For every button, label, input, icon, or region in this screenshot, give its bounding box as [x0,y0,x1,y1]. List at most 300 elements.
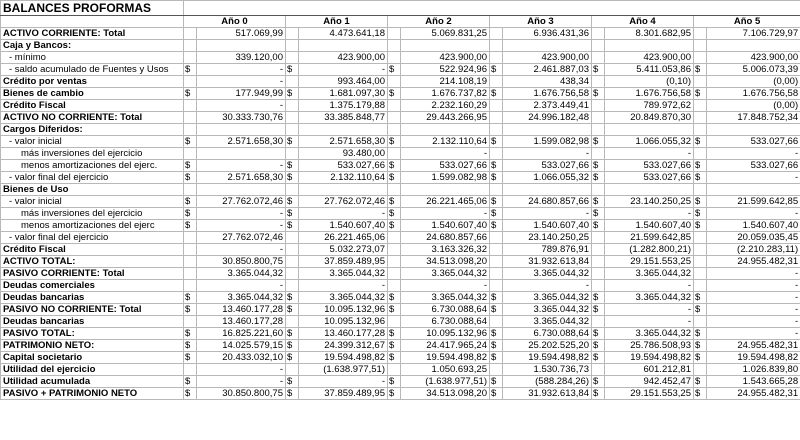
value-cell[interactable]: 3.365.044,32 [299,292,388,304]
currency-cell[interactable]: $ [286,160,299,172]
currency-cell[interactable] [388,232,401,244]
currency-cell[interactable]: $ [184,304,197,316]
value-cell[interactable]: 24.955.482,31 [707,256,800,268]
value-cell[interactable]: 942.452,47 [605,376,694,388]
value-cell[interactable]: 533.027,66 [605,160,694,172]
currency-cell[interactable]: $ [490,304,503,316]
value-cell[interactable] [197,148,286,160]
value-cell[interactable]: 1.066.055,32 [503,172,592,184]
row-label[interactable]: ACTIVO TOTAL: [1,256,184,268]
row-label[interactable]: Deudas comerciales [1,280,184,292]
value-cell[interactable]: (1.638.977,51) [401,376,490,388]
currency-cell[interactable] [490,232,503,244]
row-label[interactable]: - valor final del ejercicio [1,172,184,184]
currency-cell[interactable] [184,112,197,124]
value-cell[interactable]: 31.932.613,84 [503,388,592,400]
value-cell[interactable]: 3.365.044,32 [605,328,694,340]
currency-cell[interactable]: $ [184,220,197,232]
currency-cell[interactable] [490,364,503,376]
value-cell[interactable]: 14.025.579,15 [197,340,286,352]
value-cell[interactable]: 438,34 [503,76,592,88]
currency-cell[interactable]: $ [286,388,299,400]
currency-cell[interactable]: $ [388,196,401,208]
value-cell[interactable]: 5.006.073,39 [707,64,800,76]
currency-cell[interactable]: $ [592,376,605,388]
currency-cell[interactable] [592,256,605,268]
value-cell[interactable]: 8.301.682,95 [605,28,694,40]
value-cell[interactable]: 1.066.055,32 [605,136,694,148]
value-cell[interactable] [503,184,592,196]
currency-cell[interactable] [694,280,707,292]
currency-cell[interactable] [490,76,503,88]
value-cell[interactable]: 27.762.072,46 [197,232,286,244]
row-label[interactable]: Utilidad del ejercicio [1,364,184,376]
currency-cell[interactable] [490,124,503,136]
value-cell[interactable]: 19.594.498,82 [503,352,592,364]
currency-cell[interactable]: $ [694,388,707,400]
value-cell[interactable]: 601.212,81 [605,364,694,376]
currency-cell[interactable]: $ [184,196,197,208]
currency-cell[interactable] [388,184,401,196]
value-cell[interactable]: 423.900,00 [503,52,592,64]
year-header[interactable]: Año 4 [592,16,694,28]
value-cell[interactable]: (0,00) [707,100,800,112]
value-cell[interactable]: 533.027,66 [503,160,592,172]
currency-cell[interactable]: $ [286,328,299,340]
value-cell[interactable]: 423.900,00 [401,52,490,64]
value-cell[interactable]: 3.365.044,32 [401,292,490,304]
row-label[interactable]: - valor inicial [1,136,184,148]
value-cell[interactable]: 1.599.082,98 [503,136,592,148]
value-cell[interactable]: 2.571.658,30 [299,136,388,148]
value-cell[interactable]: 1.676.756,58 [707,88,800,100]
row-label[interactable]: PASIVO NO CORRIENTE: Total [1,304,184,316]
value-cell[interactable]: 1.540.607,40 [707,220,800,232]
value-cell[interactable]: 1.543.665,28 [707,376,800,388]
currency-cell[interactable] [184,184,197,196]
value-cell[interactable]: 2.461.887,03 [503,64,592,76]
value-cell[interactable]: (2.210.283,11) [707,244,800,256]
currency-cell[interactable] [388,100,401,112]
value-cell[interactable]: - [707,304,800,316]
row-label[interactable]: - mínimo [1,52,184,64]
value-cell[interactable]: (0,10) [605,76,694,88]
currency-cell[interactable]: $ [286,292,299,304]
currency-cell[interactable] [694,232,707,244]
currency-cell[interactable]: $ [694,376,707,388]
value-cell[interactable]: 26.221.465,06 [401,196,490,208]
currency-cell[interactable] [694,244,707,256]
currency-cell[interactable]: $ [694,340,707,352]
currency-cell[interactable] [694,40,707,52]
currency-cell[interactable] [286,76,299,88]
currency-cell[interactable] [388,268,401,280]
value-cell[interactable]: - [503,280,592,292]
value-cell[interactable]: 34.513.098,20 [401,256,490,268]
currency-cell[interactable] [592,100,605,112]
currency-cell[interactable] [694,100,707,112]
value-cell[interactable]: 20.059.035,45 [707,232,800,244]
value-cell[interactable]: 6.730.088,64 [401,304,490,316]
currency-cell[interactable] [184,148,197,160]
value-cell[interactable]: 31.932.613,84 [503,256,592,268]
value-cell[interactable]: 25.202.525,20 [503,340,592,352]
row-label[interactable]: ACTIVO NO CORRIENTE: Total [1,112,184,124]
currency-cell[interactable] [694,124,707,136]
year-header[interactable]: Año 0 [184,16,286,28]
value-cell[interactable]: 13.460.177,28 [197,316,286,328]
value-cell[interactable] [605,40,694,52]
value-cell[interactable]: 1.599.082,98 [401,172,490,184]
value-cell[interactable]: 24.955.482,31 [707,340,800,352]
value-cell[interactable]: 3.365.044,32 [605,268,694,280]
value-cell[interactable]: 3.365.044,32 [503,316,592,328]
currency-cell[interactable] [388,76,401,88]
currency-cell[interactable]: $ [592,196,605,208]
value-cell[interactable]: - [197,376,286,388]
currency-cell[interactable]: $ [592,220,605,232]
currency-cell[interactable]: $ [388,304,401,316]
currency-cell[interactable]: $ [184,352,197,364]
value-cell[interactable]: 2.571.658,30 [197,136,286,148]
value-cell[interactable]: 3.365.044,32 [503,304,592,316]
value-cell[interactable]: 3.365.044,32 [503,292,592,304]
value-cell[interactable]: - [707,328,800,340]
currency-cell[interactable] [490,112,503,124]
currency-cell[interactable]: $ [286,352,299,364]
currency-cell[interactable] [286,268,299,280]
currency-cell[interactable] [286,256,299,268]
currency-cell[interactable] [184,76,197,88]
currency-cell[interactable]: $ [592,172,605,184]
currency-cell[interactable]: $ [184,388,197,400]
currency-cell[interactable]: $ [490,388,503,400]
currency-cell[interactable]: $ [490,64,503,76]
currency-cell[interactable] [490,40,503,52]
currency-cell[interactable]: $ [184,292,197,304]
value-cell[interactable]: 1.026.839,80 [707,364,800,376]
currency-cell[interactable]: $ [388,88,401,100]
value-cell[interactable]: (0,00) [707,76,800,88]
row-label[interactable]: Capital societario [1,352,184,364]
value-cell[interactable] [605,184,694,196]
value-cell[interactable]: 533.027,66 [401,160,490,172]
currency-cell[interactable] [592,52,605,64]
currency-cell[interactable] [694,256,707,268]
currency-cell[interactable] [490,184,503,196]
value-cell[interactable] [299,40,388,52]
value-cell[interactable]: 19.594.498,82 [707,352,800,364]
title-row-spacer[interactable] [184,1,800,16]
row-label[interactable]: PASIVO + PATRIMONIO NETO [1,388,184,400]
value-cell[interactable] [401,40,490,52]
currency-cell[interactable] [592,124,605,136]
currency-cell[interactable]: $ [694,328,707,340]
currency-cell[interactable]: $ [184,340,197,352]
value-cell[interactable]: 1.676.756,58 [605,88,694,100]
value-cell[interactable]: (588.284,26) [503,376,592,388]
currency-cell[interactable] [592,112,605,124]
row-label[interactable]: menos amortizaciones del ejerc [1,220,184,232]
currency-cell[interactable]: $ [490,328,503,340]
currency-cell[interactable] [184,280,197,292]
currency-cell[interactable] [286,184,299,196]
value-cell[interactable] [401,124,490,136]
currency-cell[interactable] [286,124,299,136]
value-cell[interactable]: 19.594.498,82 [299,352,388,364]
currency-cell[interactable]: $ [592,352,605,364]
value-cell[interactable]: 3.365.044,32 [299,268,388,280]
currency-cell[interactable] [388,316,401,328]
currency-cell[interactable]: $ [286,208,299,220]
currency-cell[interactable]: $ [184,328,197,340]
currency-cell[interactable] [694,184,707,196]
value-cell[interactable]: 20.433.032,10 [197,352,286,364]
currency-cell[interactable]: $ [490,208,503,220]
currency-cell[interactable]: $ [490,292,503,304]
currency-cell[interactable]: $ [388,220,401,232]
value-cell[interactable]: 24.955.482,31 [707,388,800,400]
value-cell[interactable]: 1.676.737,82 [401,88,490,100]
value-cell[interactable]: 10.095.132,96 [299,316,388,328]
currency-cell[interactable] [184,256,197,268]
value-cell[interactable]: 10.095.132,96 [401,328,490,340]
value-cell[interactable]: 2.232.160,29 [401,100,490,112]
currency-cell[interactable]: $ [286,136,299,148]
value-cell[interactable]: 1.540.607,40 [503,220,592,232]
value-cell[interactable] [197,40,286,52]
currency-cell[interactable]: $ [592,388,605,400]
value-cell[interactable]: 16.825.221,60 [197,328,286,340]
currency-cell[interactable] [592,148,605,160]
value-cell[interactable]: - [401,208,490,220]
value-cell[interactable] [707,184,800,196]
currency-cell[interactable] [388,256,401,268]
value-cell[interactable]: 13.460.177,28 [299,328,388,340]
value-cell[interactable]: - [197,160,286,172]
value-cell[interactable]: 30.850.800,75 [197,388,286,400]
currency-cell[interactable]: $ [592,136,605,148]
value-cell[interactable] [503,124,592,136]
currency-cell[interactable] [592,244,605,256]
value-cell[interactable]: 37.859.489,95 [299,388,388,400]
value-cell[interactable]: - [299,64,388,76]
value-cell[interactable]: - [197,100,286,112]
currency-cell[interactable] [286,52,299,64]
row-label[interactable]: Bienes de cambio [1,88,184,100]
value-cell[interactable]: - [401,280,490,292]
currency-cell[interactable] [694,52,707,64]
currency-cell[interactable]: $ [694,208,707,220]
currency-cell[interactable]: $ [388,160,401,172]
row-label[interactable]: - valor inicial [1,196,184,208]
currency-cell[interactable]: $ [388,208,401,220]
currency-cell[interactable]: $ [490,340,503,352]
currency-cell[interactable]: $ [286,376,299,388]
currency-cell[interactable]: $ [184,160,197,172]
currency-cell[interactable] [184,28,197,40]
currency-cell[interactable]: $ [592,64,605,76]
value-cell[interactable]: 1.540.607,40 [299,220,388,232]
value-cell[interactable]: - [605,304,694,316]
currency-cell[interactable]: $ [694,136,707,148]
currency-cell[interactable]: $ [592,304,605,316]
currency-cell[interactable] [694,112,707,124]
currency-cell[interactable] [286,316,299,328]
year-header[interactable]: Año 1 [286,16,388,28]
row-label[interactable]: Deudas bancarias [1,316,184,328]
currency-cell[interactable]: $ [490,136,503,148]
row-label[interactable]: más inversiones del ejercicio [1,208,184,220]
currency-cell[interactable] [490,28,503,40]
row-label[interactable]: PASIVO TOTAL: [1,328,184,340]
value-cell[interactable]: 533.027,66 [707,160,800,172]
currency-cell[interactable] [490,52,503,64]
value-cell[interactable]: 1.530.736,73 [503,364,592,376]
value-cell[interactable]: 29.151.553,25 [605,388,694,400]
currency-cell[interactable] [592,40,605,52]
value-cell[interactable]: 1.375.179,88 [299,100,388,112]
value-cell[interactable]: 6.730.088,64 [401,316,490,328]
value-cell[interactable]: 2.373.449,41 [503,100,592,112]
currency-cell[interactable]: $ [694,196,707,208]
currency-cell[interactable]: $ [694,352,707,364]
currency-cell[interactable] [286,28,299,40]
value-cell[interactable]: 2.571.658,30 [197,172,286,184]
value-cell[interactable]: 7.106.729,97 [707,28,800,40]
value-cell[interactable]: 23.140.250,25 [605,196,694,208]
value-cell[interactable]: - [707,292,800,304]
value-cell[interactable]: 25.786.508,93 [605,340,694,352]
row-label[interactable]: Caja y Bancos: [1,40,184,52]
currency-cell[interactable]: $ [592,328,605,340]
currency-cell[interactable]: $ [184,88,197,100]
currency-cell[interactable] [592,280,605,292]
currency-cell[interactable]: $ [490,172,503,184]
value-cell[interactable]: - [197,280,286,292]
year-header[interactable]: Año 3 [490,16,592,28]
currency-cell[interactable] [592,28,605,40]
value-cell[interactable]: 517.069,99 [197,28,286,40]
value-cell[interactable] [299,124,388,136]
value-cell[interactable]: 20.849.870,30 [605,112,694,124]
value-cell[interactable]: 1.681.097,30 [299,88,388,100]
currency-cell[interactable] [490,100,503,112]
value-cell[interactable]: - [299,208,388,220]
currency-cell[interactable] [286,232,299,244]
value-cell[interactable]: - [605,280,694,292]
currency-cell[interactable]: $ [592,292,605,304]
value-cell[interactable]: 2.132.110,64 [401,136,490,148]
value-cell[interactable] [503,40,592,52]
currency-cell[interactable] [592,316,605,328]
value-cell[interactable]: 5.032.273,07 [299,244,388,256]
currency-cell[interactable]: $ [592,340,605,352]
currency-cell[interactable] [184,364,197,376]
value-cell[interactable]: 37.859.489,95 [299,256,388,268]
value-cell[interactable]: 24.417.965,24 [401,340,490,352]
value-cell[interactable]: 19.594.498,82 [401,352,490,364]
currency-cell[interactable] [184,232,197,244]
currency-cell[interactable] [388,28,401,40]
value-cell[interactable] [707,124,800,136]
value-cell[interactable]: 522.924,96 [401,64,490,76]
currency-cell[interactable] [694,76,707,88]
value-cell[interactable]: 27.762.072,46 [299,196,388,208]
value-cell[interactable]: 34.513.098,20 [401,388,490,400]
row-label[interactable]: PASIVO CORRIENTE: Total [1,268,184,280]
value-cell[interactable]: - [605,148,694,160]
currency-cell[interactable]: $ [388,388,401,400]
year-header[interactable]: Año 5 [694,16,800,28]
row-label[interactable]: Utilidad acumulada [1,376,184,388]
currency-cell[interactable]: $ [490,88,503,100]
value-cell[interactable]: - [707,172,800,184]
row-label[interactable]: - valor final del ejercicio [1,232,184,244]
value-cell[interactable]: 24.399.312,67 [299,340,388,352]
value-cell[interactable]: - [503,148,592,160]
value-cell[interactable]: 214.108,19 [401,76,490,88]
currency-cell[interactable] [388,364,401,376]
value-cell[interactable]: - [197,208,286,220]
value-cell[interactable]: 33.385.848,77 [299,112,388,124]
row-label[interactable]: Crédito Fiscal [1,244,184,256]
value-cell[interactable]: 533.027,66 [299,160,388,172]
row-label[interactable]: Crédito Fiscal [1,100,184,112]
currency-cell[interactable]: $ [694,304,707,316]
value-cell[interactable]: 423.900,00 [605,52,694,64]
currency-cell[interactable] [388,52,401,64]
currency-cell[interactable] [694,268,707,280]
value-cell[interactable] [401,184,490,196]
currency-cell[interactable] [388,40,401,52]
value-cell[interactable] [197,124,286,136]
currency-cell[interactable]: $ [694,160,707,172]
value-cell[interactable]: 5.069.831,25 [401,28,490,40]
currency-cell[interactable]: $ [286,340,299,352]
value-cell[interactable]: 533.027,66 [605,172,694,184]
currency-cell[interactable]: $ [592,88,605,100]
currency-cell[interactable] [490,148,503,160]
currency-cell[interactable] [286,364,299,376]
value-cell[interactable]: (1.282.800,21) [605,244,694,256]
currency-cell[interactable]: $ [286,196,299,208]
value-cell[interactable]: 1.050.693,25 [401,364,490,376]
currency-cell[interactable]: $ [184,64,197,76]
value-cell[interactable] [707,40,800,52]
currency-cell[interactable]: $ [388,376,401,388]
currency-cell[interactable] [388,124,401,136]
value-cell[interactable]: - [401,148,490,160]
currency-cell[interactable]: $ [694,88,707,100]
value-cell[interactable]: 1.540.607,40 [401,220,490,232]
currency-cell[interactable] [184,316,197,328]
value-cell[interactable]: 1.676.756,58 [503,88,592,100]
currency-cell[interactable] [184,244,197,256]
value-cell[interactable]: 29.443.266,95 [401,112,490,124]
row-label[interactable]: más inversiones del ejercicio [1,148,184,160]
row-label[interactable]: Deudas bancarias [1,292,184,304]
currency-cell[interactable]: $ [388,64,401,76]
value-cell[interactable]: (1.638.977,51) [299,364,388,376]
currency-cell[interactable]: $ [388,340,401,352]
currency-cell[interactable] [184,268,197,280]
currency-cell[interactable] [388,112,401,124]
value-cell[interactable]: 3.163.326,32 [401,244,490,256]
value-cell[interactable]: 26.221.465,06 [299,232,388,244]
value-cell[interactable]: - [299,376,388,388]
currency-cell[interactable] [388,280,401,292]
